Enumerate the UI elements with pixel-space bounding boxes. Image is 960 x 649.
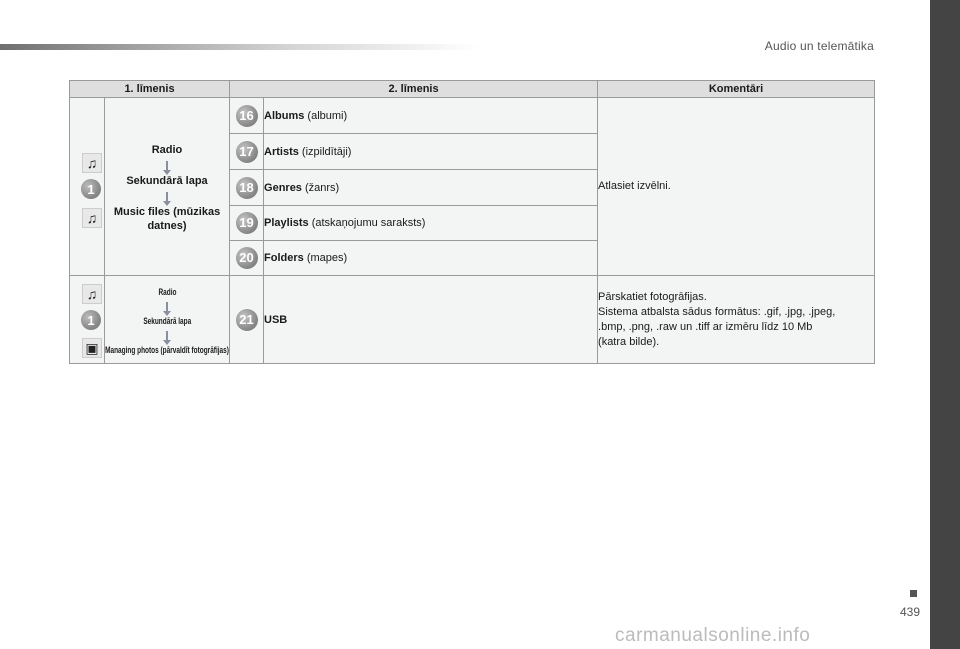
item-number-badge: 21 — [236, 309, 258, 331]
item-detail: (žanrs) — [305, 181, 340, 194]
item-detail: (atskaņojumu saraksts) — [311, 217, 426, 229]
arrow-down-icon — [166, 192, 168, 201]
flow-step-radio: Radio — [151, 143, 183, 156]
item-detail: (albumi) — [307, 109, 348, 122]
comment-cell — [598, 276, 875, 364]
level1-icons-cell — [70, 98, 105, 276]
item-number-cell — [230, 134, 264, 170]
flow-step-managing-photos: Managing photos (pārvaldīt fotogrāfijas) — [105, 344, 229, 355]
item-number-cell — [230, 241, 264, 276]
level-badge: 1 — [81, 310, 101, 330]
item-albums — [264, 98, 598, 134]
item-label: Genres — [264, 181, 302, 194]
item-detail: (mapes) — [306, 252, 348, 264]
table-header-row — [70, 81, 875, 98]
flow-step-music-files: Music files (mūzikas datnes) — [113, 205, 221, 232]
item-playlists — [264, 206, 598, 241]
item-number-badge: 17 — [236, 141, 258, 163]
watermark: carmanualsonline.info — [615, 625, 811, 646]
comment-line: Sistema atbalsta sādus formātus: .gif, .jpg, .jpeg, — [598, 305, 836, 318]
page-number: 439 — [900, 605, 921, 619]
item-label: Folders — [264, 252, 304, 264]
item-number-badge: 19 — [236, 212, 258, 234]
level1-icons-cell — [70, 276, 105, 364]
menu-table — [69, 80, 875, 364]
item-label: USB — [264, 313, 288, 326]
level1-flow-cell — [105, 98, 230, 276]
comment-line: (katra bilde). — [598, 335, 660, 348]
music-note-icon: ♫ — [82, 153, 102, 173]
table-row — [70, 276, 875, 364]
item-number-badge: 20 — [236, 247, 258, 269]
item-usb — [264, 276, 598, 364]
item-genres — [264, 170, 598, 206]
page-marker — [910, 590, 917, 597]
section-title: Audio un telemātika — [764, 39, 874, 53]
navigation-flow — [105, 139, 229, 235]
item-number-cell — [230, 170, 264, 206]
arrow-down-icon — [166, 331, 168, 340]
item-number-cell — [230, 206, 264, 241]
music-notes-icon: ♫ — [82, 208, 102, 228]
flow-step-secondary-page: Sekundārā lapa — [126, 174, 208, 187]
table-row — [70, 98, 875, 134]
comment-cell: Atlasiet izvēlni. — [598, 98, 875, 276]
music-note-icon: ♫ — [82, 284, 102, 304]
arrow-down-icon — [166, 161, 168, 170]
level1-flow-cell — [105, 276, 230, 364]
arrow-down-icon — [166, 302, 168, 311]
navigation-flow — [105, 282, 229, 358]
item-detail: (izpildītāji) — [301, 145, 352, 158]
column-header-level2: 2. līmenis — [230, 81, 598, 98]
comment-line: .bmp, .png, .raw un .tiff ar izmēru līdz 10 Mb — [598, 320, 813, 333]
item-label: Artists — [264, 145, 299, 158]
item-label: Playlists — [264, 217, 309, 229]
level-badge: 1 — [81, 179, 101, 199]
item-number-cell — [230, 98, 264, 134]
item-number-badge: 16 — [236, 105, 258, 127]
item-number-badge: 18 — [236, 177, 258, 199]
flow-step-radio: Radio — [158, 286, 177, 297]
item-artists — [264, 134, 598, 170]
header-gradient-bar — [0, 44, 480, 50]
column-header-comments: Komentāri — [598, 81, 875, 98]
photo-icon: ▣ — [82, 338, 102, 358]
flow-step-secondary-page: Sekundārā lapa — [143, 315, 191, 326]
column-header-level1: 1. līmenis — [70, 81, 230, 98]
side-tab-band — [930, 0, 960, 649]
comment-line: Pārskatiet fotogrāfijas. — [598, 290, 707, 303]
item-label: Albums — [264, 109, 305, 122]
item-folders — [264, 241, 598, 276]
item-number-cell — [230, 276, 264, 364]
